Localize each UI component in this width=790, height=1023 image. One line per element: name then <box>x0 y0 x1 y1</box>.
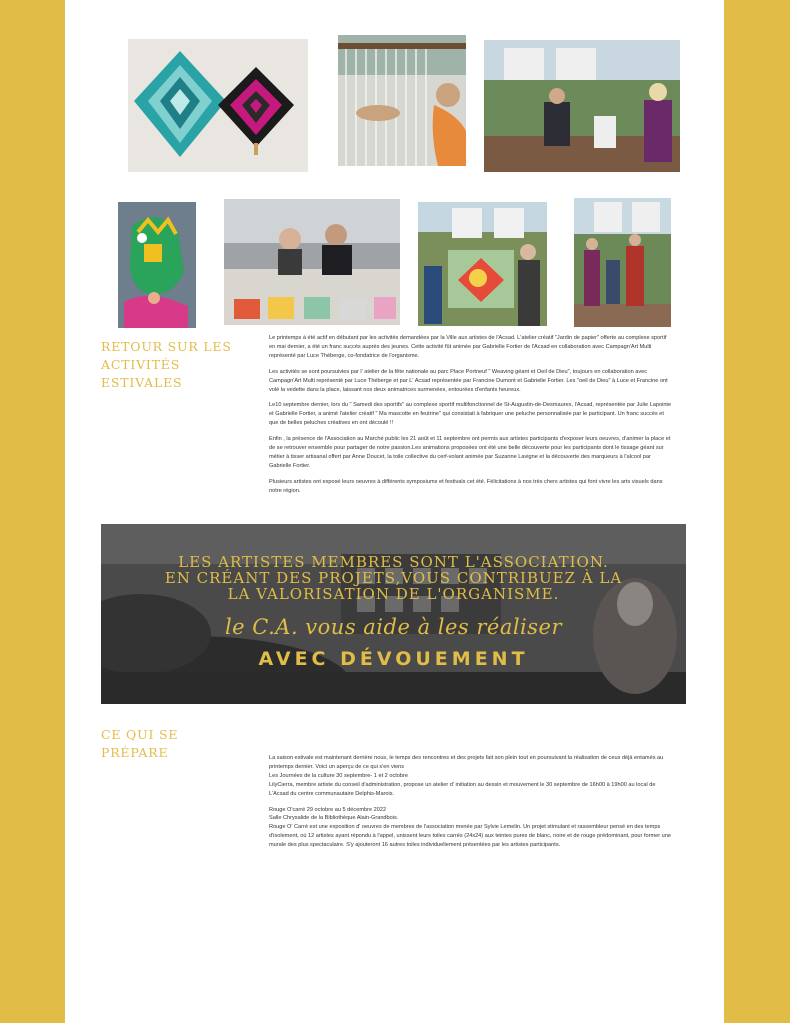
title-line: RETOUR SUR LES <box>101 339 232 354</box>
paragraph: Rouge O'carré 29 octobre au 5 décembre 2022 <box>269 806 387 813</box>
paragraph: Rouge O' Carré est une exposition d' oeuvres de membres de l'association menée par Sylvie Lemelin. Un projet stimulant et rassembleur pensé en des temps d'isolement, où 12 artistes ayant répondu à l'appel, unissent leurs toiles carrés (24x24) aux teintes pures de blanc, noire et de rouge prédominant, pour former une murale des plus spectaculaire. S'y ajouteront 16 autres toiles individuellement présentées par les artistes participants. <box>269 824 672 849</box>
banner-line-1: LES ARTISTES MEMBRES SONT L'ASSOCIATION. <box>178 553 609 571</box>
photo-weaving-geant <box>338 35 466 166</box>
paragraph: Les Journées de la culture 30 septembre- 1 et 2 octobre <box>269 772 408 779</box>
paragraph: Salle Chrysalide de la Bibliothèque Alain-Grandbois. <box>269 815 399 822</box>
banner-background-photo <box>101 524 686 704</box>
photo-kiosque-marche <box>484 40 680 172</box>
section2-body <box>269 754 673 857</box>
section1-body <box>269 334 673 503</box>
paragraph: Enfin , la présence de l'Association au Marché public les 21 août et 11 septembre ont permis aux artistes participants d'exposer leurs oeuvres, d'animer la place et de se retrouver ensemble pour partager de notre passion.Les animations proposées ont été une belle découverte pour les participants dont le tissage géant sur métier à tisser artisanal offert par Anne Doucet, la toile collective du cerf-volant animée par Suzanne Lavigne et la découverte des marqueurs à l'alcool par Gabrielle Fortier. <box>269 436 671 469</box>
paragraph: Plusieurs artistes ont exposé leurs oeuvres à différents symposiums et festivals cet été. Félicitations à nos très chers artistes qui font vivre les arts visuels dans notre région. <box>269 478 663 494</box>
photo-mascotte-feutrine <box>118 202 196 328</box>
banner-line-4: le C.A. vous aide à les réaliser <box>224 615 563 639</box>
title-line: PRÉPARE <box>101 745 169 760</box>
paragraph: Les activités se sont poursuivies par l' atelier de la fête nationale au parc Place Portneuf " Weaving géant et Oeil de Dieu", toujours en collaboration avec Campagn'Art Multi représenté par Luce Théberge et par L' Acsad représentée par Francine Dumont et Gabrielle Fortier. Les "oeil de Dieu" à Luce et Francine ont volé la vedette dans la place, laissant nos deux animatrices surmenées, entourées d'enfants heureux. <box>269 368 668 393</box>
title-line: ACTIVITÉS <box>101 357 181 372</box>
paragraph: LilyCierra, membre artiste du conseil d'administration, propose un atelier d' initiation au dessin et mouvement le 30 septembre de 16h00 à 19h00 au local de L'Acsad du centre communautaire Delphis-Marois. <box>269 781 656 797</box>
title-line: CE QUI SE <box>101 727 179 742</box>
paragraph: Le10 septembre dernier, lors du " Samedi des sportifs" au complexe sportif multifonctionnel de St-Augustin-de-Desmaures, l'Acsad, représentée par Julie Lapointe et Gabrielle Fortier, a animé l'atelier créatif " Ma mascotte en feutrine" qui consistait à fabriquer une peluche personnalisée par le participant. Un franc succès et que de belles peluches créatives en ont découlé !! <box>269 402 672 427</box>
photo-marche-public <box>574 198 671 327</box>
section-title-retour <box>101 338 232 392</box>
photo-atelier-table <box>224 199 400 325</box>
photo-toile-cerf-volant <box>418 202 547 326</box>
banner-line-2: EN CRÉANT DES PROJETS,VOUS CONTRIBUEZ À LA <box>164 569 623 587</box>
photo-oeil-de-dieu <box>128 39 308 172</box>
banner-line-5: AVEC DÉVOUEMENT <box>258 648 529 670</box>
paragraph: La saison estivale est maintenant derrière nous, le temps des rencontres et des projets fait son plein tout en poursuivant la réalisation de ceux déjà entamés au printemps dernier. Voici un aperçu de ce qui s'en viens <box>269 755 664 770</box>
title-line: ESTIVALES <box>101 375 183 390</box>
banner-citation <box>101 524 686 704</box>
section-title-prepare <box>101 726 178 762</box>
banner-line-3: LA VALORISATION DE L'ORGANISME. <box>227 585 560 603</box>
paragraph: Le printemps à été actif en débutant par les activités demandées par la Ville aux artistes de l'Acsad. L'atelier créatif "Jardin de papier" offerte au complexe sportif en mai dernier, a été un franc succès auprès des jeunes. Cette activité fût animée par Gabrielle Fortier de l'Acsad en collaboration avec Campagn'Art Multi représenté par Luce Théberge, co-fondatrice de l'organisme. <box>269 335 667 359</box>
